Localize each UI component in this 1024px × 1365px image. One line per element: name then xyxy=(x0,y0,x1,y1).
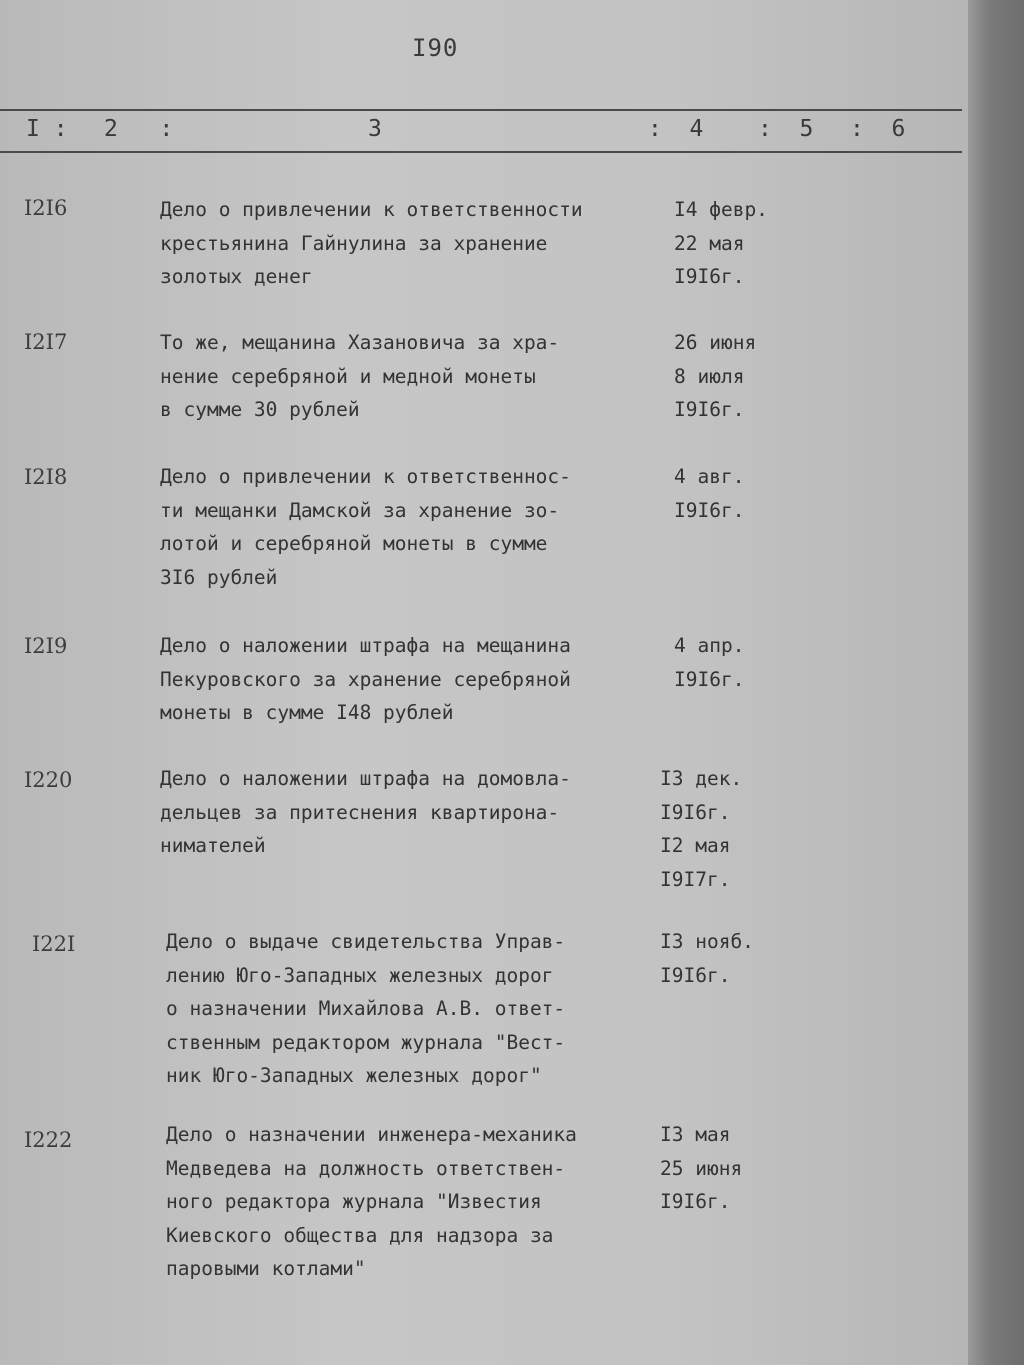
column-header-2: 2 : xyxy=(104,116,174,142)
column-header-3: 3 xyxy=(368,116,382,142)
entry-number: I2I8 xyxy=(24,465,68,489)
column-header-4: : 4 xyxy=(648,116,704,142)
entry-number: I2I9 xyxy=(24,634,68,658)
entry-number: I220 xyxy=(24,768,73,792)
entry-dates: I3 мая 25 июня I9I6г. xyxy=(660,1123,743,1213)
entry-number: I2I7 xyxy=(24,330,68,354)
page-number: I90 xyxy=(412,34,459,62)
entry-description: Дело о выдаче свидетельства Управ- лению Юго-Западных железных дорог о назначении Михайлова А.В. ответ- ственным редактором журнала "Вест- ник Юго-Западных железных дорог" xyxy=(166,930,566,1087)
entry-dates: I4 февр. 22 мая I9I6г. xyxy=(674,198,768,288)
column-header-6: : 6 xyxy=(850,116,906,142)
entry-description: Дело о привлечении к ответственнос- ти мещанки Дамской за хранение зо- лотой и серебряной монеты в сумме 3I6 рублей xyxy=(160,465,571,589)
entry-number: I222 xyxy=(24,1128,73,1152)
entry-dates: 4 авг. I9I6г. xyxy=(674,465,745,522)
header-bottom-rule xyxy=(0,151,962,153)
column-header-5: : 5 xyxy=(758,116,814,142)
entry-description: Дело о наложении штрафа на домовла- дельцев за притеснения квартирона- нимателей xyxy=(160,767,571,857)
entry-description: Дело о наложении штрафа на мещанина Пекуровского за хранение серебряной монеты в сумме I48 рублей xyxy=(160,634,571,724)
entry-number: I2I6 xyxy=(24,196,68,220)
page-edge-shadow xyxy=(968,0,1024,1365)
header-top-rule xyxy=(0,109,962,111)
entry-dates: I3 дек. I9I6г. I2 мая I9I7г. xyxy=(660,767,743,891)
entry-dates: I3 нояб. I9I6г. xyxy=(660,930,754,987)
entry-dates: 4 апр. I9I6г. xyxy=(674,634,745,691)
entry-number: I22I xyxy=(32,932,76,956)
entry-description: Дело о привлечении к ответственности крестьянина Гайнулина за хранение золотых денег xyxy=(160,198,583,288)
entry-dates: 26 июня 8 июля I9I6г. xyxy=(674,331,757,421)
column-header-1: I : xyxy=(26,116,68,142)
entry-description: То же, мещанина Хазановича за хра- нение серебряной и медной монеты в сумме 30 рублей xyxy=(160,331,560,421)
entry-description: Дело о назначении инженера-механика Медведева на должность ответствен- ного редактора журнала "Известия Киевского общества для надзора за паровыми котлами" xyxy=(166,1123,577,1280)
